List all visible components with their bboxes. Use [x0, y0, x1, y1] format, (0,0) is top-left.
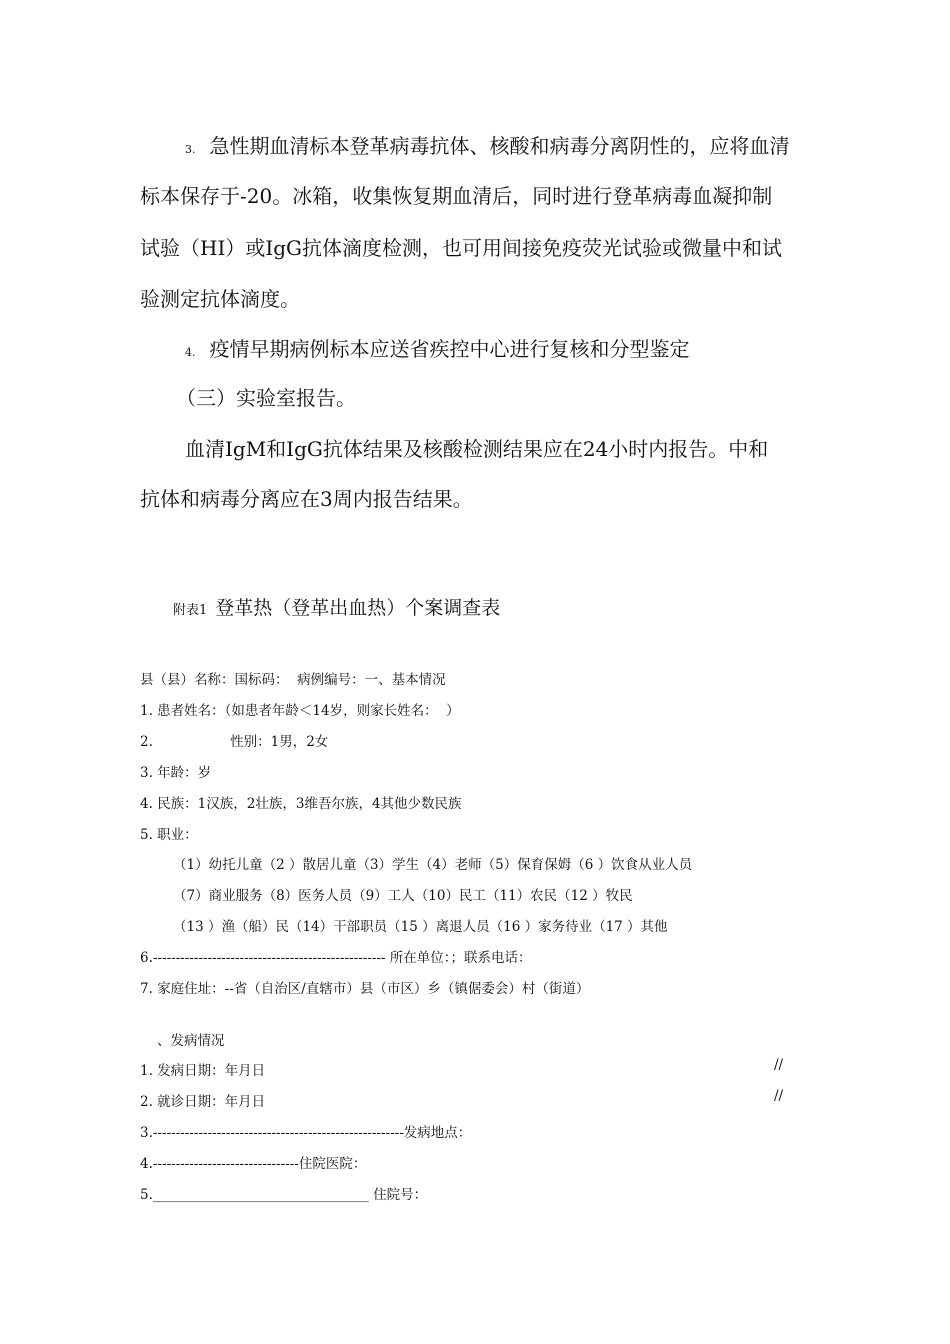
onset-location: 3.-------------------------------------------------------发病地点： — [140, 1125, 472, 1141]
appendix-prefix: 附表1 — [173, 603, 208, 618]
paragraph-4-line-1: 4. 疫情早期病例标本应送省疾控中心进行复核和分型鉴定 — [185, 337, 690, 361]
paragraph-3-line-4: 验测定抗体滴度。 — [140, 287, 300, 311]
occupation-options-3: （13 ）渔（船）民（14）干部职员（15 ）离退人员（16 ）家务待业（17 ）其他 — [173, 919, 668, 935]
item-number: 3. — [185, 143, 196, 156]
occupation-options-2: （7）商业服务（8）医务人员（9）工人（10）民工（11）农民（12 ）牧民 — [173, 888, 633, 904]
occupation-options-1: （1）幼托儿童（2 ）散居儿童（3）学生（4）老师（5）保育保姆（6 ）饮食从业人员 — [173, 857, 693, 873]
date-slash-2: // — [774, 1088, 784, 1104]
form-item-sex: 2. 性别：1男，2女 — [140, 734, 329, 750]
onset-heading: 、发病情况 — [157, 1033, 225, 1049]
form-header-line: 县（县）名称：国标码： 病例编号：一、基本情况 — [140, 672, 446, 688]
form-item-occupation: 5. 职业： — [140, 827, 198, 843]
paragraph-3-line-3: 试验（HI）或IgG抗体滴度检测，也可用间接免疫荧光试验或微量中和试 — [140, 236, 783, 260]
date-slash-1: // — [774, 1057, 784, 1073]
form-item-ethnicity: 4. 民族：1汉族，2壮族，3维吾尔族，4其他少数民族 — [140, 796, 462, 812]
form-item-age: 3. 年龄：岁 — [140, 765, 212, 781]
paragraph-3-line-2: 标本保存于-20。冰箱，收集恢复期血清后，同时进行登革病毒血凝抑制 — [140, 184, 773, 208]
sub-heading: （三）实验室报告。 — [176, 386, 356, 410]
hospital: 4.--------------------------------住院医院： — [140, 1156, 367, 1172]
visit-date: 2. 就诊日期：年月日 — [140, 1094, 266, 1110]
paragraph-3-line-1: 3. 急性期血清标本登革病毒抗体、核酸和病毒分离阴性的，应将血清 — [185, 134, 790, 158]
appendix-title — [173, 593, 500, 620]
form-item-name: 1. 患者姓名：（如患者年龄＜14岁，则家长姓名： ） — [140, 703, 460, 719]
item-number: 4. — [185, 346, 196, 359]
report-line-2: 抗体和病毒分离应在3周内报告结果。 — [140, 487, 473, 511]
hospital-number: 5.________________________________ 住院号： — [140, 1187, 428, 1203]
appendix-title-text: 登革热（登革出血热）个案调查表 — [215, 597, 501, 619]
form-item-address: 7. 家庭住址：--省（自治区/直辖市）县（市区）乡（镇倨委会）村（街道） — [140, 981, 590, 997]
form-item-workplace: 6.--------------------------------------------------- 所在单位：；联系电话： — [140, 950, 532, 966]
onset-date: 1. 发病日期：年月日 — [140, 1063, 266, 1079]
report-line-1: 血清IgM和IgG抗体结果及核酸检测结果应在24小时内报告。中和 — [185, 437, 769, 461]
